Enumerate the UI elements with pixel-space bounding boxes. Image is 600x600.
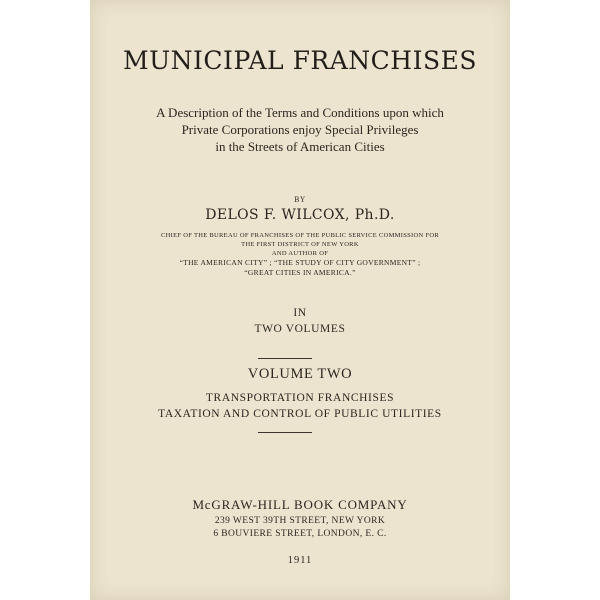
credentials-line-5: “GREAT CITIES IN AMERICA.”: [244, 268, 356, 277]
volume-topic-1: TRANSPORTATION FRANCHISES: [205, 392, 395, 404]
divider-rule-bottom: [258, 432, 312, 433]
title-page: [90, 0, 510, 600]
divider-rule-top: [258, 358, 312, 359]
author-name: DELOS F. WILCOX, Ph.D.: [205, 207, 395, 223]
volumes-count: TWO VOLUMES: [254, 323, 346, 335]
volume-topic-2: TAXATION AND CONTROL OF PUBLIC UTILITIES: [158, 408, 442, 420]
publisher-address: [90, 515, 510, 541]
credentials-line-3: AND AUTHOR OF: [271, 250, 329, 257]
volumes-note: [90, 305, 510, 337]
volume-label: VOLUME TWO: [247, 366, 353, 382]
credentials-line-1: CHIEF OF THE BUREAU OF FRANCHISES OF THE PUBLIC SERVICE COMMISSION FOR: [161, 232, 439, 239]
credentials-line-2: THE FIRST DISTRICT OF NEW YORK: [241, 241, 359, 248]
by-label: BY: [294, 196, 306, 204]
volume-contents: [90, 390, 510, 422]
credentials-line-4: “THE AMERICAN CITY” ; “THE STUDY OF CITY GOVERNMENT” ;: [179, 258, 421, 267]
volumes-in: IN: [293, 307, 307, 319]
book-title: MUNICIPAL FRANCHISES: [123, 46, 477, 75]
subtitle-line-3: in the Streets of American Cities: [215, 139, 385, 154]
address-new-york: 239 WEST 39TH STREET, NEW YORK: [214, 516, 386, 526]
address-london: 6 BOUVIERE STREET, LONDON, E. C.: [213, 529, 387, 539]
publication-year: 1911: [287, 555, 313, 566]
subtitle-line-2: Private Corporations enjoy Special Privileges: [181, 122, 419, 137]
book-subtitle: [90, 104, 510, 155]
author-credentials: [90, 231, 510, 278]
publisher-name: McGRAW-HILL BOOK COMPANY: [192, 497, 408, 512]
subtitle-line-1: A Description of the Terms and Conditions upon which: [156, 105, 444, 120]
